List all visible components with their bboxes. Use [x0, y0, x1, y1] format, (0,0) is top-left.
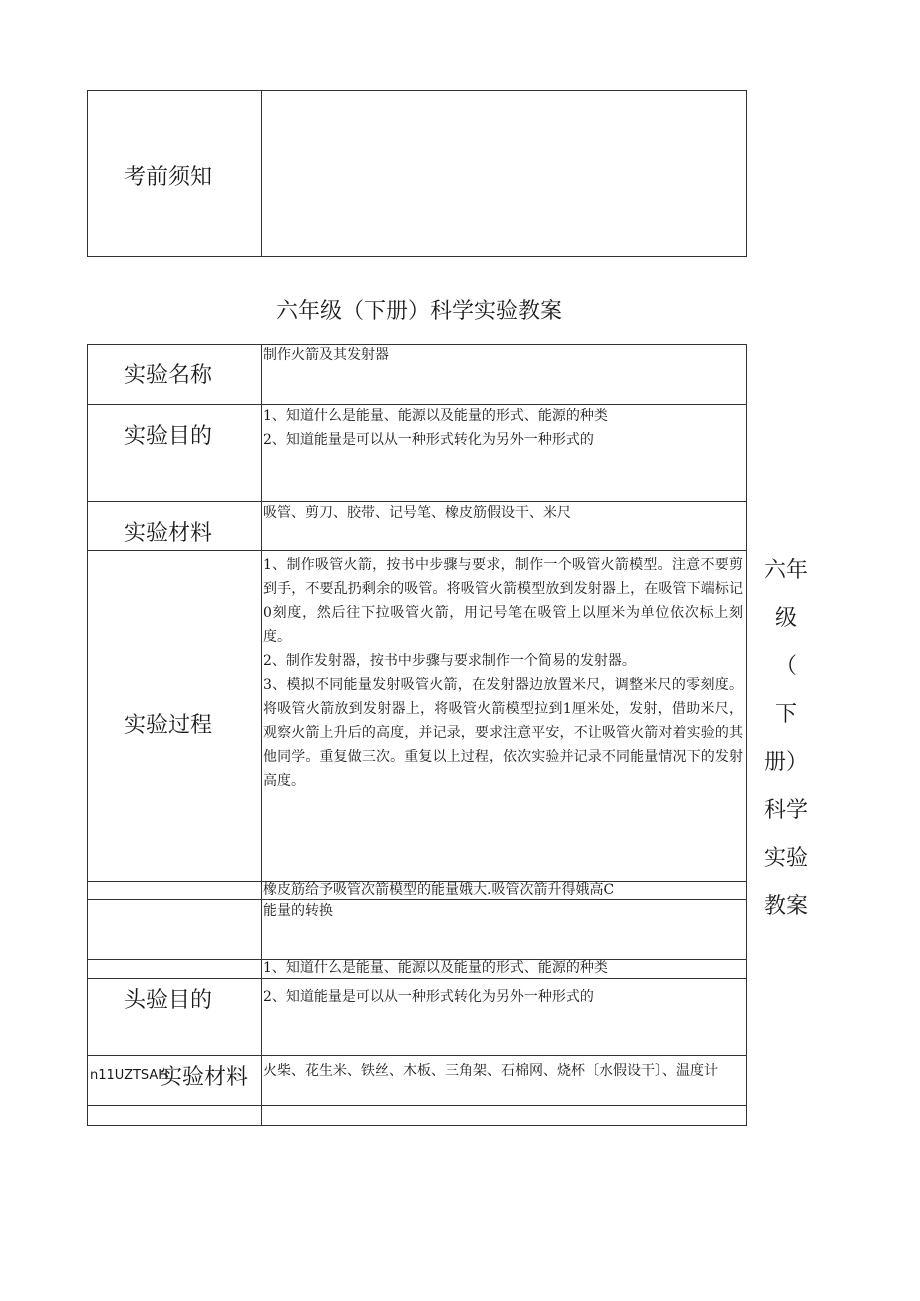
experiment-name-content: 制作火箭及其发射器 [263, 347, 389, 363]
side-title-part: 教案 [763, 894, 808, 919]
experiment-materials-content: 吸管、剪刀、胶带、记号笔、橡皮筋假设干、米尺 [263, 505, 571, 521]
experiment2-materials-label: 实验材料 [160, 1065, 249, 1090]
side-title-part: （ [774, 654, 797, 679]
row-separator [87, 1105, 747, 1106]
precautions-label: 考前须知 [124, 165, 213, 190]
side-title-part: 科学 [763, 798, 808, 823]
side-title-part: 下 [774, 702, 797, 727]
experiment2-name-content: 能量的转换 [263, 903, 333, 919]
row-separator [87, 1055, 747, 1056]
experiment-materials-label: 实验材料 [124, 521, 213, 546]
side-title-part: 实验 [763, 846, 808, 871]
experiment-name-label: 实验名称 [124, 363, 213, 388]
experiment2-materials-content: 火柴、花生米、铁丝、木板、三角架、石棉网、烧杯〔水假设干〕、温度计 [263, 1063, 718, 1079]
experiment-purpose-label: 实验目的 [124, 424, 213, 449]
side-title-part: 六年 [763, 558, 808, 583]
experiment2-purpose-line: 2、知道能量是可以从一种形式转化为另外一种形式的 [263, 989, 594, 1005]
main-table-divider [261, 344, 262, 1126]
experiment-purpose-line: 1、知道什么是能量、能源以及能量的形式、能源的种类 [263, 408, 608, 424]
row-separator [87, 550, 747, 551]
experiment-process-content [263, 553, 743, 793]
experiment-purpose-line: 2、知道能量是可以从一种形式转化为另外一种形式的 [263, 432, 594, 448]
experiment2-purpose-line: 1、知道什么是能量、能源以及能量的形式、能源的种类 [263, 960, 608, 976]
side-title-part: 级 [774, 606, 797, 631]
process-step: 1、制作吸管火箭，按书中步骤与要求，制作一个吸管火箭模型。注意不要剪到手，不要乱扔剩余的吸管。将吸管火箭模型放到发射器上，在吸管下端标记0刻度，然后往下拉吸管火箭，用记号笔在吸管上以厘米为单位依次标上刻度。 [263, 557, 743, 645]
document-title: 六年级（下册）科学实验教案 [276, 299, 563, 324]
side-title-part: 册） [763, 750, 808, 775]
process-step: 2、制作发射器，按书中步骤与要求制作一个简易的发射器。 [263, 653, 636, 669]
experiment2-purpose-label: 头验目的 [124, 988, 213, 1013]
experiment-process-label: 实验过程 [124, 713, 213, 738]
experiment-conclusion: 橡皮筋给予吸管次箭模型的能量娥大.吸管次箭升得娥高C [263, 882, 615, 898]
process-step: 3、模拟不同能量发射吸管火箭，在发射器边放置米尺，调整米尺的零刻度。将吸管火箭放到发射器上，将吸管火箭模型拉到1厘米处，发射，借助米尺，观察火箭上升后的高度，并记录，要求注意平安，不让吸管火箭对着实验的其他同学。重复做三次。重复以上过程，依次实验并记录不同能量情况下的发射高度。 [263, 677, 743, 789]
top-table-divider [261, 90, 262, 257]
experiment2-materials-prefix: n11UZTSAH [90, 1068, 169, 1083]
side-vertical-title [756, 547, 816, 931]
